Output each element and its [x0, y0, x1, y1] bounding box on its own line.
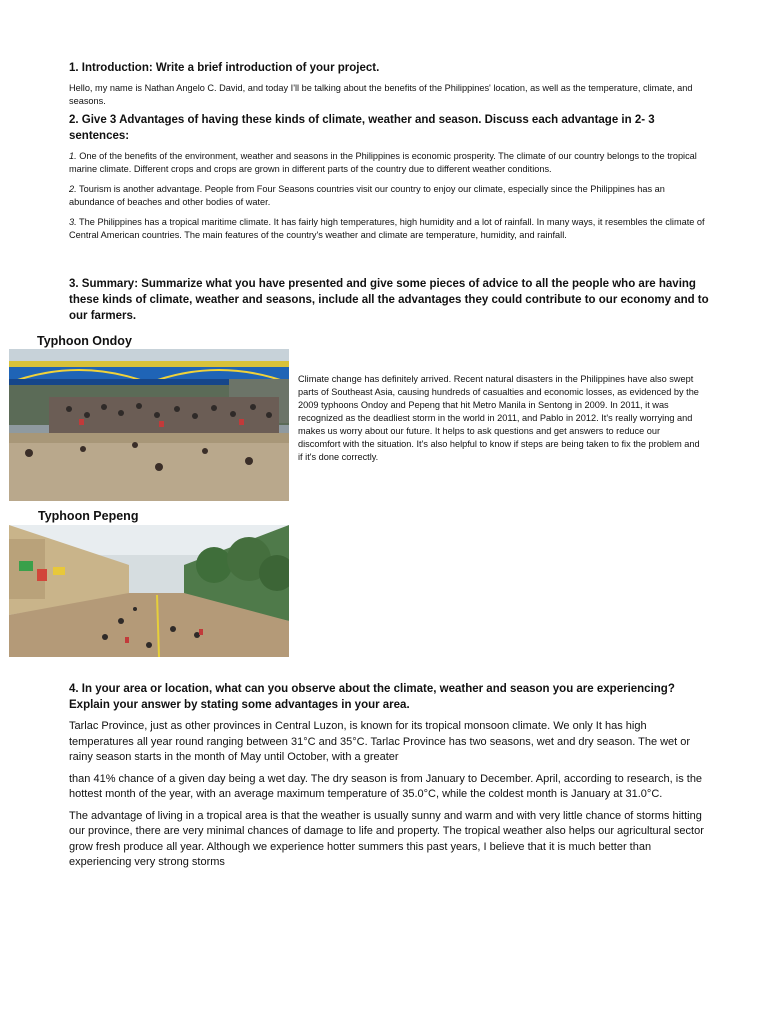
advantage-text: Tourism is another advantage. People from Four Seasons countries visit our country to enjoy our climate, especially since the Philippines has an abundance of beaches and other bodies of water. [69, 184, 665, 207]
photo-caption-pepeng: Typhoon Pepeng [38, 509, 139, 523]
section-2 [69, 112, 709, 242]
section-1-body: Hello, my name is Nathan Angelo C. David, and today I'll be talking about the benefits of the Philippines' location, as well as the temperature, climate, and seasons. [69, 83, 693, 106]
section-1 [69, 60, 709, 108]
advantage-item-3 [69, 216, 709, 242]
advantage-text: The Philippines has a tropical maritime climate. It has fairly high temperatures, high humidity and a lot of rainfall. In many ways, it resembles the climate of Central American countries. The main features of the country's weather and climate are temperature, humidity, and rainfall. [69, 217, 705, 240]
section-1-heading: 1. Introduction: Write a brief introduction of your project. [69, 62, 380, 74]
section-3-body: Climate change has definitely arrived. Recent natural disasters in the Philippines have also swept parts of Southeast Asia, causing hundreds of casualties and economic losses, as evidenced by the 2009 typhoons Ondoy and Pepeng that hit Metro Manila in Sentong in 2009. In 2011, it was recognized as the deadliest storm in the world in 2011, and Pablo in 2012. It's really worrying and makes us worry about our future. It helps to ask questions and get answers to reduce our discomfort with the situation. It's also helpful to know if steps are being taken to fix the problem and if it's done correctly. [298, 374, 700, 462]
typhoon-ondoy-photo [9, 349, 289, 501]
section-3 [69, 276, 709, 324]
section-3-text [298, 373, 703, 464]
advantage-item-1 [69, 150, 709, 176]
section-4 [69, 681, 709, 871]
typhoon-pepeng-photo [9, 525, 289, 657]
section-2-heading: 2. Give 3 Advantages of having these kinds of climate, weather and season. Discuss each advantage in 2- 3 sentences: [69, 114, 655, 142]
advantage-item-2 [69, 183, 709, 209]
advantage-number: 3. [69, 217, 77, 227]
section-4-paragraph-2: than 41% chance of a given day being a wet day. The dry season is from January to December. April, according to research, is the hottest month of the year, with an average maximum temperature of 35.0°C, while the coldest month is January at 31.0°C. [69, 772, 703, 800]
advantage-number: 1. [69, 151, 77, 161]
section-4-paragraph-3: The advantage of living in a tropical area is that the weather is usually sunny and warm and with very little chance of storms hitting our province, there are very minimal chances of damage to life and property. The tropical weather also helps our agricultural sector grow fresh produce all year. Although we experience hotter summers this past years, I believe that it is much better than experiencing very strong storms [69, 809, 704, 868]
section-3-heading: 3. Summary: Summarize what you have presented and give some pieces of advice to all the people who are having these kinds of climate, weather and seasons, include all the advantages they could contribute to our economy and to our farmers. [69, 278, 709, 322]
photo-caption-ondoy: Typhoon Ondoy [37, 334, 132, 348]
advantage-text: One of the benefits of the environment, weather and seasons in the Philippines is economic prosperity. The climate of our country belongs to the tropical marine climate. Different crops and crops are grown in different parts of the country due to different weather conditions. [69, 151, 697, 174]
section-4-paragraph-1: Tarlac Province, just as other provinces in Central Luzon, is known for its tropical monsoon climate. We only It has high temperatures all year round ranging between 31°C and 35°C. Tarlac Province has two seasons, wet and dry season. The wet or rainy season starts in the month of May until October, with a greater [69, 720, 691, 763]
section-4-heading: 4. In your area or location, what can you observe about the climate, weather and season you are experiencing? Explain your answer by stating some advantages in your area. [69, 683, 675, 711]
advantage-number: 2. [69, 184, 77, 194]
